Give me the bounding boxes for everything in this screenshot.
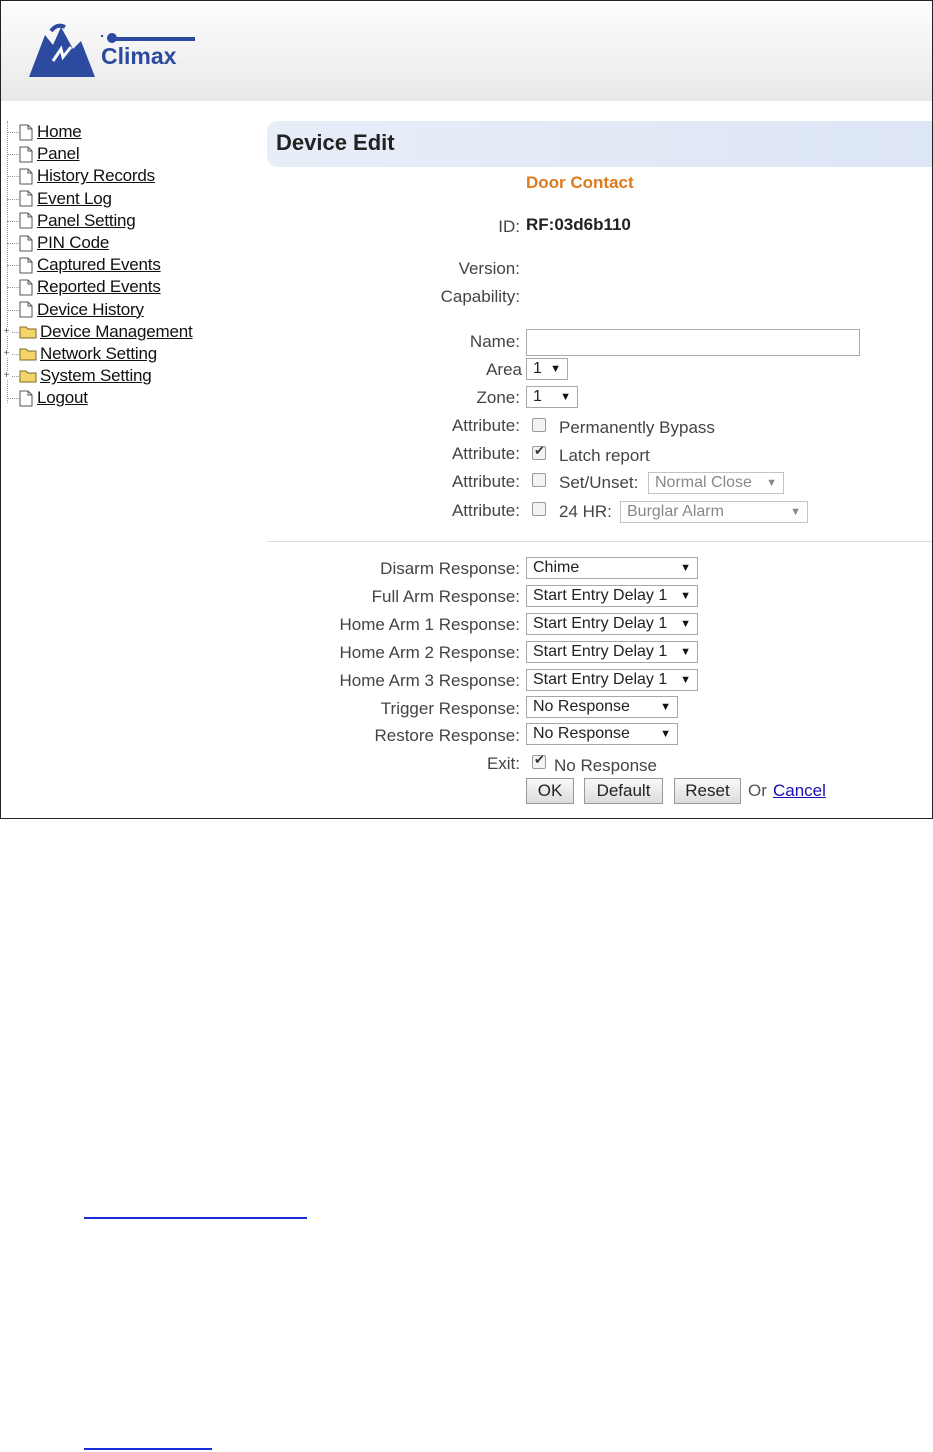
chevron-down-icon: ▼ <box>660 728 671 740</box>
area-select[interactable] <box>526 358 568 380</box>
sidebar-item-pin-code[interactable] <box>1 232 261 254</box>
page-icon <box>19 212 33 229</box>
chevron-down-icon: ▼ <box>680 674 691 686</box>
chevron-down-icon: ▼ <box>680 646 691 658</box>
sidebar-item-label[interactable]: Network Setting <box>40 343 157 363</box>
chevron-down-icon: ▼ <box>550 363 561 375</box>
sidebar-item-label[interactable]: Home <box>37 122 82 142</box>
sidebar-item-label[interactable]: Event Log <box>37 188 112 208</box>
section-divider <box>267 541 932 542</box>
or-text: Or <box>748 781 767 800</box>
expand-plus-icon[interactable]: + <box>3 325 10 337</box>
page-icon <box>19 235 33 252</box>
reset-button[interactable]: Reset <box>674 778 741 804</box>
sidebar-item-label[interactable]: Device History <box>37 299 144 319</box>
attribute-label-4: Attribute: <box>451 501 520 520</box>
bypass-checkbox-label: Permanently Bypass <box>559 418 715 437</box>
tree-connector <box>7 221 19 222</box>
chevron-down-icon: ▼ <box>680 562 691 574</box>
sidebar-item-reported-events[interactable] <box>1 276 261 298</box>
exit-label: Exit: <box>486 754 520 773</box>
page-header <box>1 1 932 101</box>
sidebar-item-label[interactable]: Panel Setting <box>37 210 136 230</box>
page-icon <box>19 279 33 296</box>
expand-plus-icon[interactable]: + <box>3 347 10 359</box>
climax-logo[interactable] <box>23 21 203 85</box>
capability-label: Capability: <box>440 287 520 306</box>
24hr-select-value: Burglar Alarm <box>627 503 724 520</box>
24hr-label: 24 HR: <box>559 502 612 521</box>
set-unset-checkbox[interactable] <box>532 473 546 487</box>
24hr-checkbox[interactable] <box>532 502 546 516</box>
sidebar-item-network-setting[interactable] <box>1 343 261 365</box>
sidebar-item-device-history[interactable] <box>1 299 261 321</box>
tree-connector <box>7 132 19 133</box>
sidebar-item-history-records[interactable] <box>1 165 261 187</box>
sidebar-item-label[interactable]: Panel <box>37 144 80 164</box>
tree-connector <box>7 154 19 155</box>
chevron-down-icon: ▼ <box>660 701 671 713</box>
zone-select-value: 1 <box>533 388 542 405</box>
logo-text: Climax <box>101 43 177 69</box>
sidebar-item-captured-events[interactable] <box>1 254 261 276</box>
trigger-response-select[interactable] <box>526 696 678 718</box>
home-arm-2-response-value: Start Entry Delay 1 <box>533 643 668 660</box>
home-arm-1-response-value: Start Entry Delay 1 <box>533 615 668 632</box>
attribute-label-3: Attribute: <box>451 472 520 491</box>
device-type-label: Door Contact <box>526 173 634 192</box>
tree-connector <box>7 243 19 244</box>
disarm-response-select[interactable] <box>526 557 698 579</box>
tree-connector <box>7 398 19 399</box>
sidebar-tree <box>1 121 261 409</box>
logo-dot <box>107 33 117 43</box>
disarm-response-label: Disarm Response: <box>380 559 520 578</box>
name-label: Name: <box>469 332 520 351</box>
page-icon <box>19 146 33 163</box>
sidebar-item-label[interactable]: History Records <box>37 166 155 186</box>
disarm-response-value: Chime <box>533 559 580 576</box>
home-arm-1-response-label: Home Arm 1 Response: <box>339 615 520 634</box>
sidebar-item-label[interactable]: System Setting <box>40 366 152 386</box>
area-label: Area <box>486 360 522 379</box>
zone-select[interactable] <box>526 386 578 408</box>
sidebar-item-home[interactable] <box>1 121 261 143</box>
latch-report-label: Latch report <box>559 446 650 465</box>
page-icon <box>19 124 33 141</box>
home-arm-3-response-label: Home Arm 3 Response: <box>339 671 520 690</box>
sidebar-item-panel-setting[interactable] <box>1 210 261 232</box>
document-link-underline-2[interactable] <box>84 1448 212 1450</box>
name-input[interactable] <box>526 329 860 356</box>
sidebar-item-logout[interactable] <box>1 387 261 409</box>
sidebar-item-label[interactable]: Captured Events <box>37 255 161 275</box>
page-icon <box>19 301 33 318</box>
trigger-response-value: No Response <box>533 698 630 715</box>
tree-connector <box>7 176 19 177</box>
folder-icon <box>19 347 37 361</box>
trigger-response-label: Trigger Response: <box>380 699 520 718</box>
sidebar-item-panel[interactable] <box>1 143 261 165</box>
version-label: Version: <box>458 259 520 278</box>
zone-label: Zone: <box>476 388 520 407</box>
page-icon <box>19 257 33 274</box>
24hr-select[interactable] <box>620 501 808 523</box>
home-arm-3-response-value: Start Entry Delay 1 <box>533 671 668 688</box>
tree-connector <box>7 287 19 288</box>
exit-no-response-checkbox[interactable] <box>532 755 546 769</box>
attribute-label-1: Attribute: <box>451 416 520 435</box>
tree-connector <box>7 199 19 200</box>
ok-button[interactable]: OK <box>526 778 574 804</box>
climax-logo-icon <box>23 21 103 85</box>
full-arm-response-select[interactable] <box>526 585 698 607</box>
tree-connector <box>7 310 19 311</box>
set-unset-select[interactable] <box>648 472 784 494</box>
panel-title-bar <box>267 121 933 167</box>
set-unset-select-value: Normal Close <box>655 474 752 491</box>
cancel-link[interactable]: Cancel <box>773 781 826 800</box>
bypass-checkbox[interactable] <box>532 418 546 432</box>
tree-connector <box>7 265 19 266</box>
exit-no-response-label: No Response <box>554 756 658 775</box>
document-link-underline-1[interactable] <box>84 1217 307 1219</box>
page-icon <box>19 390 33 407</box>
sidebar-item-label[interactable]: Device Management <box>40 321 193 341</box>
chevron-down-icon: ▼ <box>790 506 801 518</box>
home-arm-3-response-select[interactable] <box>526 669 698 691</box>
page-title: Device Edit <box>276 130 395 155</box>
home-arm-2-response-label: Home Arm 2 Response: <box>339 643 520 662</box>
expand-plus-icon[interactable]: + <box>3 370 10 382</box>
attribute-label-2: Attribute: <box>451 444 520 463</box>
id-value: RF:03d6b110 <box>526 215 631 234</box>
sidebar-item-event-log[interactable] <box>1 188 261 210</box>
chevron-down-icon: ▼ <box>766 477 777 489</box>
home-arm-2-response-select[interactable] <box>526 641 698 663</box>
sidebar-item-label[interactable]: Logout <box>37 388 88 408</box>
sidebar-item-device-management[interactable] <box>1 321 261 343</box>
sidebar-item-label[interactable]: Reported Events <box>37 277 161 297</box>
restore-response-select[interactable] <box>526 723 678 745</box>
logo-bar <box>111 37 195 41</box>
restore-response-value: No Response <box>533 725 630 742</box>
set-unset-label: Set/Unset: <box>559 473 639 492</box>
page-icon <box>19 168 33 185</box>
folder-icon <box>19 369 37 383</box>
chevron-down-icon: ▼ <box>680 618 691 630</box>
id-label: ID: <box>498 217 520 236</box>
page-icon <box>19 190 33 207</box>
area-select-value: 1 <box>533 360 542 377</box>
sidebar-item-label[interactable]: PIN Code <box>37 233 110 253</box>
folder-icon <box>19 325 37 339</box>
chevron-down-icon: ▼ <box>560 391 571 403</box>
restore-response-label: Restore Response: <box>374 726 520 745</box>
default-button[interactable]: Default <box>584 778 663 804</box>
sidebar-item-system-setting[interactable] <box>1 365 261 387</box>
home-arm-1-response-select[interactable] <box>526 613 698 635</box>
chevron-down-icon: ▼ <box>680 590 691 602</box>
full-arm-response-value: Start Entry Delay 1 <box>533 587 668 604</box>
full-arm-response-label: Full Arm Response: <box>371 587 520 606</box>
latch-report-checkbox[interactable] <box>532 446 546 460</box>
